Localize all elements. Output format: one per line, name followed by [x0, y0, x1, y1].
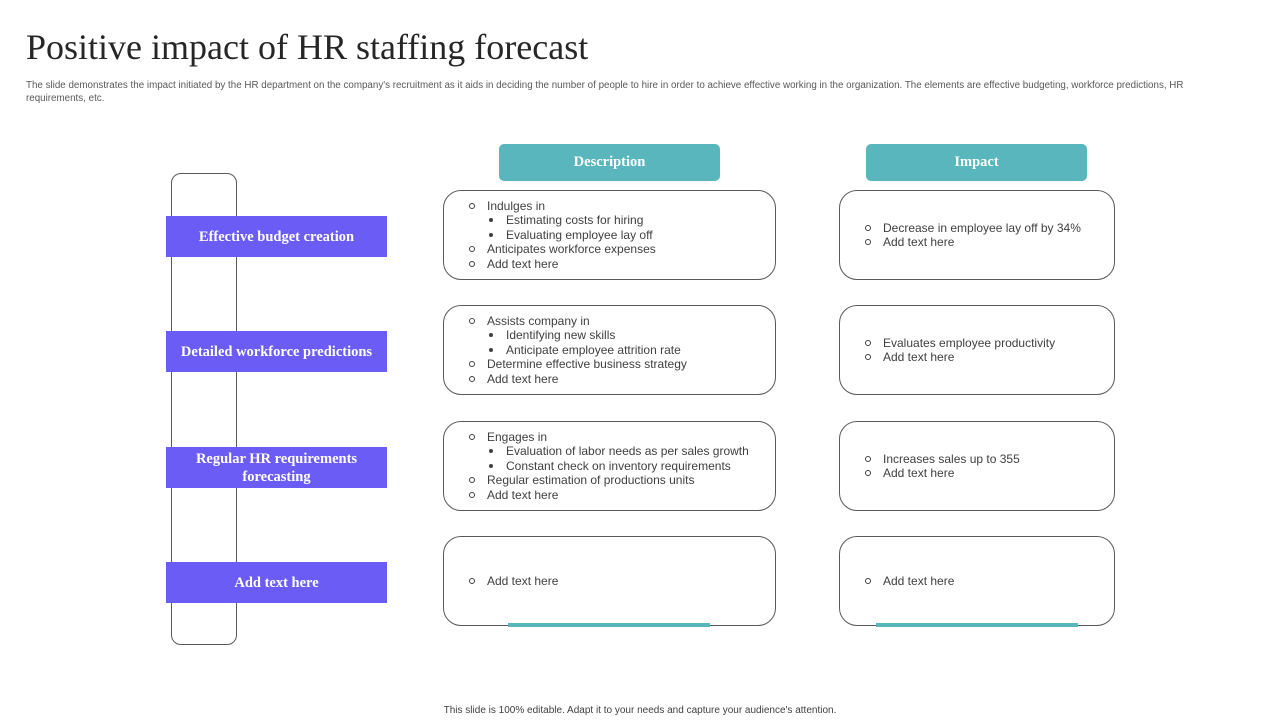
- impact-list: [840, 221, 1114, 250]
- list-item: Identifying new skills: [468, 328, 775, 343]
- impact-card: [839, 305, 1115, 395]
- list-item: Regular estimation of productions units: [468, 473, 775, 488]
- description-accent-bar: [508, 623, 710, 627]
- list-item: Add text here: [468, 372, 775, 387]
- list-item: Add text here: [468, 257, 775, 272]
- list-item: Evaluation of labor needs as per sales growth: [468, 444, 775, 459]
- list-item: Add text here: [864, 235, 1114, 250]
- list-item: Add text here: [864, 466, 1114, 481]
- list-item: Increases sales up to 355: [864, 452, 1114, 467]
- impact-card: [839, 421, 1115, 511]
- list-item: Add text here: [864, 350, 1114, 365]
- row-label-hr-requirements: Regular HR requirements forecasting: [166, 447, 387, 488]
- list-item: Engages in: [468, 430, 775, 445]
- list-item: Decrease in employee lay off by 34%: [864, 221, 1114, 236]
- impact-card: [839, 536, 1115, 626]
- description-card: [443, 190, 776, 280]
- row-label-add-text: Add text here: [166, 562, 387, 603]
- list-item: Anticipates workforce expenses: [468, 242, 775, 257]
- description-card: [443, 536, 776, 626]
- list-item: Add text here: [468, 488, 775, 503]
- list-item: Add text here: [864, 574, 1114, 589]
- list-item: Evaluating employee lay off: [468, 228, 775, 243]
- description-list: [444, 314, 775, 387]
- list-item: Determine effective business strategy: [468, 357, 775, 372]
- row-label-workforce: Detailed workforce predictions: [166, 331, 387, 372]
- list-item: Add text here: [468, 574, 775, 589]
- slide-footer: This slide is 100% editable. Adapt it to your needs and capture your audience's attention.: [443, 705, 837, 716]
- description-card: [443, 421, 776, 511]
- list-item: Indulges in: [468, 199, 775, 214]
- slide-title: Positive impact of HR staffing forecast: [26, 27, 589, 67]
- description-list: [444, 574, 775, 589]
- slide-subtitle: The slide demonstrates the impact initiated by the HR department on the company's recruitment as it aids in deciding the number of people to hire in order to achieve effective working in the organization. The elements are effective budgeting, workforce predictions, HR requirements, etc.: [26, 80, 1184, 104]
- list-item: Anticipate employee attrition rate: [468, 343, 775, 358]
- description-list: [444, 430, 775, 503]
- row-label-budget: Effective budget creation: [166, 216, 387, 257]
- description-list: [444, 199, 775, 272]
- impact-list: [840, 574, 1114, 589]
- list-item: Assists company in: [468, 314, 775, 329]
- impact-accent-bar: [876, 623, 1078, 627]
- list-item: Estimating costs for hiring: [468, 213, 775, 228]
- description-card: [443, 305, 776, 395]
- impact-card: [839, 190, 1115, 280]
- impact-list: [840, 336, 1114, 365]
- impact-header: Impact: [866, 144, 1087, 181]
- description-header: Description: [499, 144, 720, 181]
- impact-list: [840, 452, 1114, 481]
- list-item: Constant check on inventory requirements: [468, 459, 775, 474]
- list-item: Evaluates employee productivity: [864, 336, 1114, 351]
